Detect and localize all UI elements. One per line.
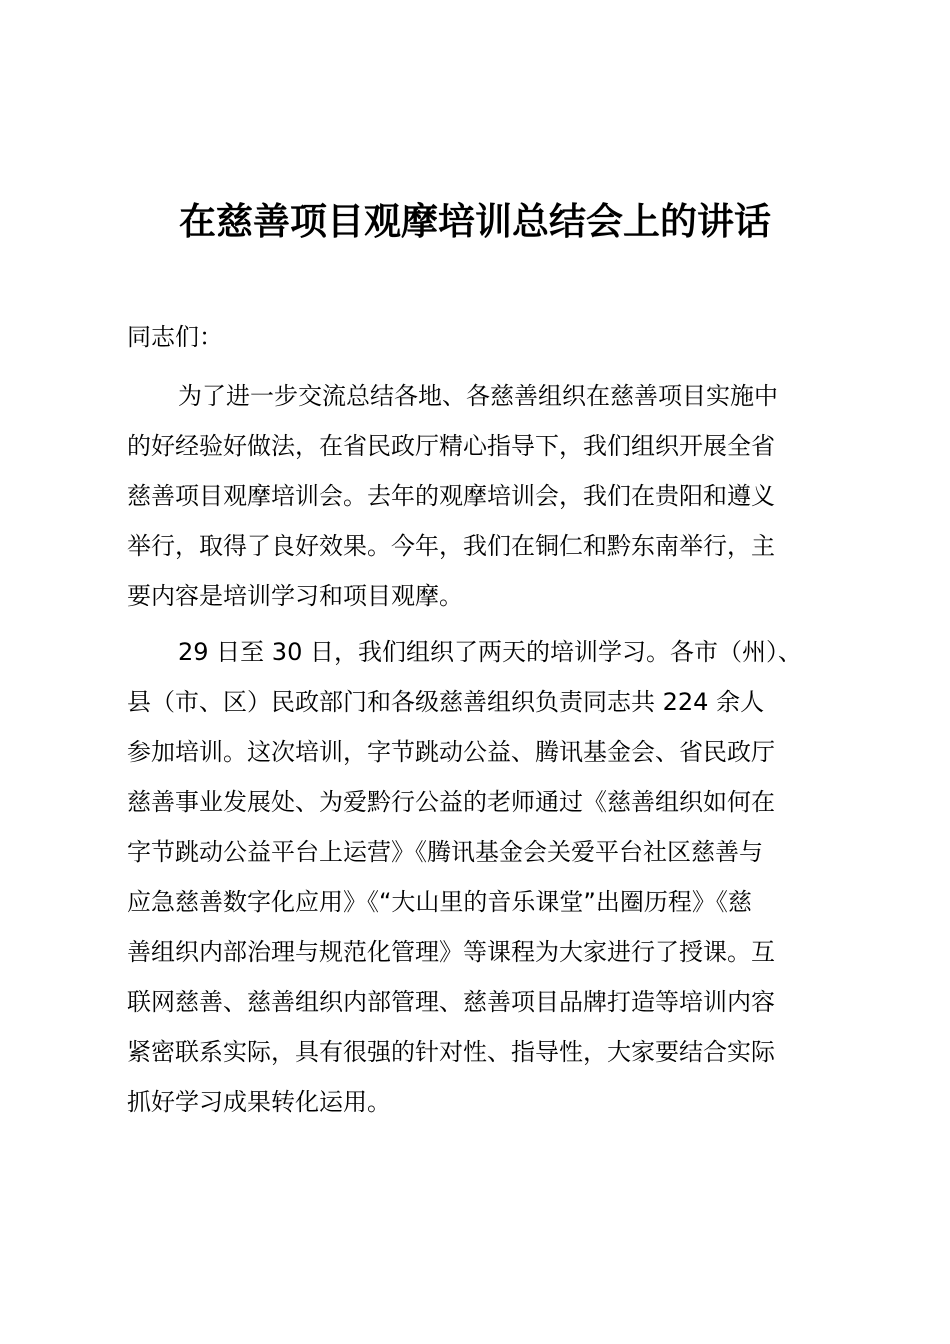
paragraph-line: 举行，取得了良好效果。今年，我们在铜仁和黔东南举行，主 bbox=[127, 532, 775, 560]
paragraph-line: 联网慈善、慈善组织内部管理、慈善项目品牌打造等培训内容 bbox=[127, 988, 775, 1016]
paragraph-line: 应急慈善数字化应用》《“大山里的音乐课堂”出圈历程》《慈 bbox=[127, 888, 752, 916]
paragraph-line: 慈善事业发展处、为爱黔行公益的老师通过《慈善组织如何在 bbox=[127, 788, 775, 816]
paragraph-line: 字节跳动公益平台上运营》《腾讯基金会关爱平台社区慈善与 bbox=[127, 838, 763, 866]
paragraph-line: 县（市、区）民政部门和各级慈善组织负责同志共 224 余人 bbox=[127, 688, 765, 716]
paragraph-line: 善组织内部治理与规范化管理》等课程为大家进行了授课。互 bbox=[127, 938, 775, 966]
document-title: 在慈善项目观摩培训总结会上的讲话 bbox=[179, 200, 771, 243]
salutation: 同志们： bbox=[127, 323, 223, 351]
paragraph-line: 参加培训。这次培训，字节跳动公益、腾讯基金会、省民政厅 bbox=[127, 738, 775, 766]
paragraph-line: 为了进一步交流总结各地、各慈善组织在慈善项目实施中 bbox=[178, 382, 778, 410]
paragraph-line: 紧密联系实际，具有很强的针对性、指导性，大家要结合实际 bbox=[127, 1038, 775, 1066]
paragraph-line: 要内容是培训学习和项目观摩。 bbox=[127, 582, 463, 610]
paragraph-line: 慈善项目观摩培训会。去年的观摩培训会，我们在贵阳和遵义 bbox=[127, 482, 775, 510]
paragraph-line: 的好经验好做法，在省民政厅精心指导下，我们组织开展全省 bbox=[127, 432, 775, 460]
paragraph-line: 抓好学习成果转化运用。 bbox=[127, 1088, 391, 1116]
paragraph-line: 29 日至 30 日，我们组织了两天的培训学习。各市（州）、 bbox=[178, 638, 802, 666]
